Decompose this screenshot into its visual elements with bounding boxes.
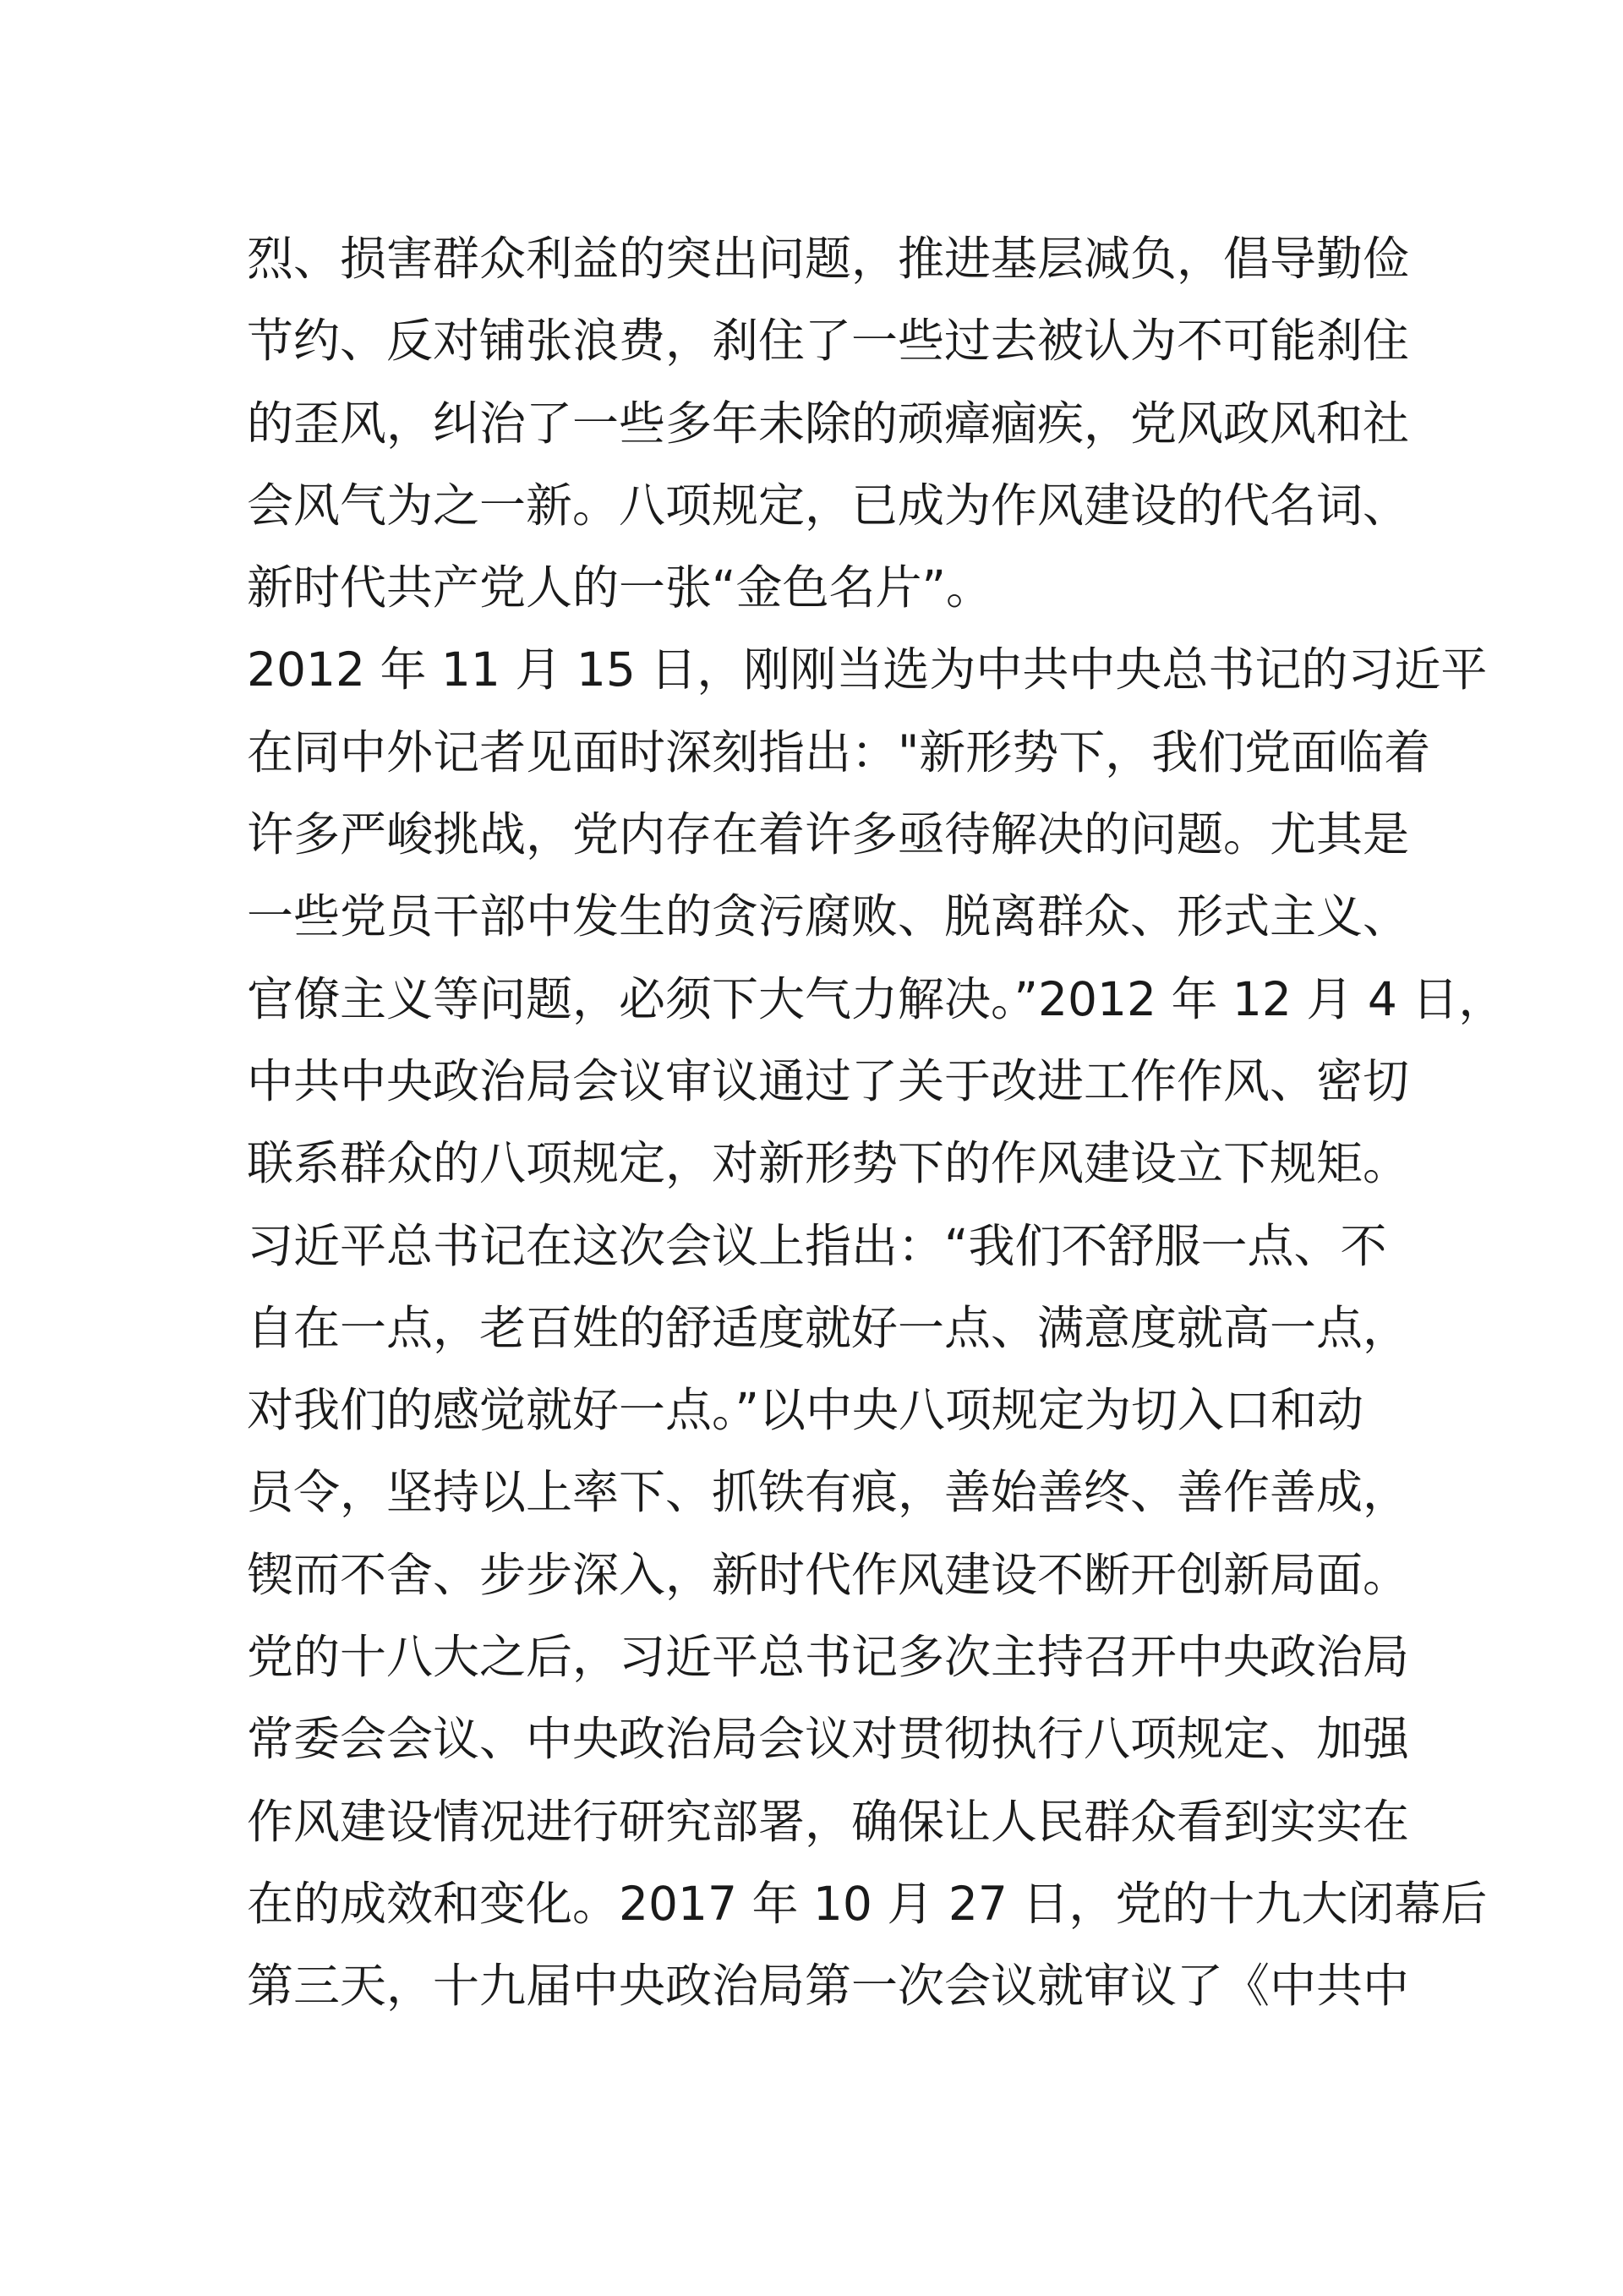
text-line: 中共中央政治局会议审议通过了关于改进工作作风、密切 — [247, 1053, 1410, 1108]
text-line: 锲而不舍、步步深入，新时代作风建设不断开创新局面。 — [247, 1547, 1410, 1602]
text-line: 一些党员干部中发生的贪污腐败、脱离群众、形式主义、 — [247, 889, 1410, 944]
text-line: 对我们的感觉就好一点。”以中央八项规定为切入口和动 — [247, 1383, 1363, 1438]
text-line: 许多严峻挑战，党内存在着许多亟待解决的问题。尤其是 — [247, 807, 1410, 862]
text-line: 的歪风，纠治了一些多年未除的顽瘴痼疾，党风政风和社 — [247, 396, 1410, 451]
text-line: 作风建设情况进行研究部署，确保让人民群众看到实实在 — [247, 1794, 1410, 1849]
text-line: 第三天，十九届中央政治局第一次会议就审议了《中共中 — [247, 1959, 1410, 2014]
text-line: 烈、损害群众利益的突出问题，推进基层减负，倡导勤俭 — [247, 232, 1410, 286]
text-line: 2012 年 11 月 15 日，刚刚当选为中共中央总书记的习近平 — [247, 642, 1488, 697]
text-line: 员令，坚持以上率下、抓铁有痕，善始善终、善作善成， — [247, 1465, 1410, 1520]
text-line: 在的成效和变化。2017 年 10 月 27 日，党的十九大闭幕后 — [247, 1876, 1488, 1931]
text-line: 新时代共产党人的一张“金色名片”。 — [247, 560, 992, 615]
text-line: 自在一点，老百姓的舒适度就好一点、满意度就高一点， — [247, 1300, 1410, 1355]
text-line: 在同中外记者见面时深刻指出："新形势下，我们党面临着 — [247, 724, 1431, 779]
text-line: 联系群众的八项规定，对新形势下的作风建设立下规矩。 — [247, 1136, 1410, 1191]
text-line: 官僚主义等问题，必须下大气力解决。”2012 年 12 月 4 日， — [247, 971, 1506, 1026]
text-line: 习近平总书记在这次会议上指出：“我们不舒服一点、不 — [247, 1218, 1387, 1273]
text-line: 节约、反对铺张浪费，刹住了一些过去被认为不可能刹住 — [247, 314, 1410, 369]
text-line: 会风气为之一新。八项规定，已成为作风建设的代名词、 — [247, 478, 1410, 533]
document-body-text — [247, 218, 1506, 2028]
text-line: 常委会会议、中央政治局会议对贯彻执行八项规定、加强 — [247, 1712, 1410, 1767]
text-line: 党的十八大之后，习近平总书记多次主持召开中央政治局 — [247, 1630, 1410, 1685]
